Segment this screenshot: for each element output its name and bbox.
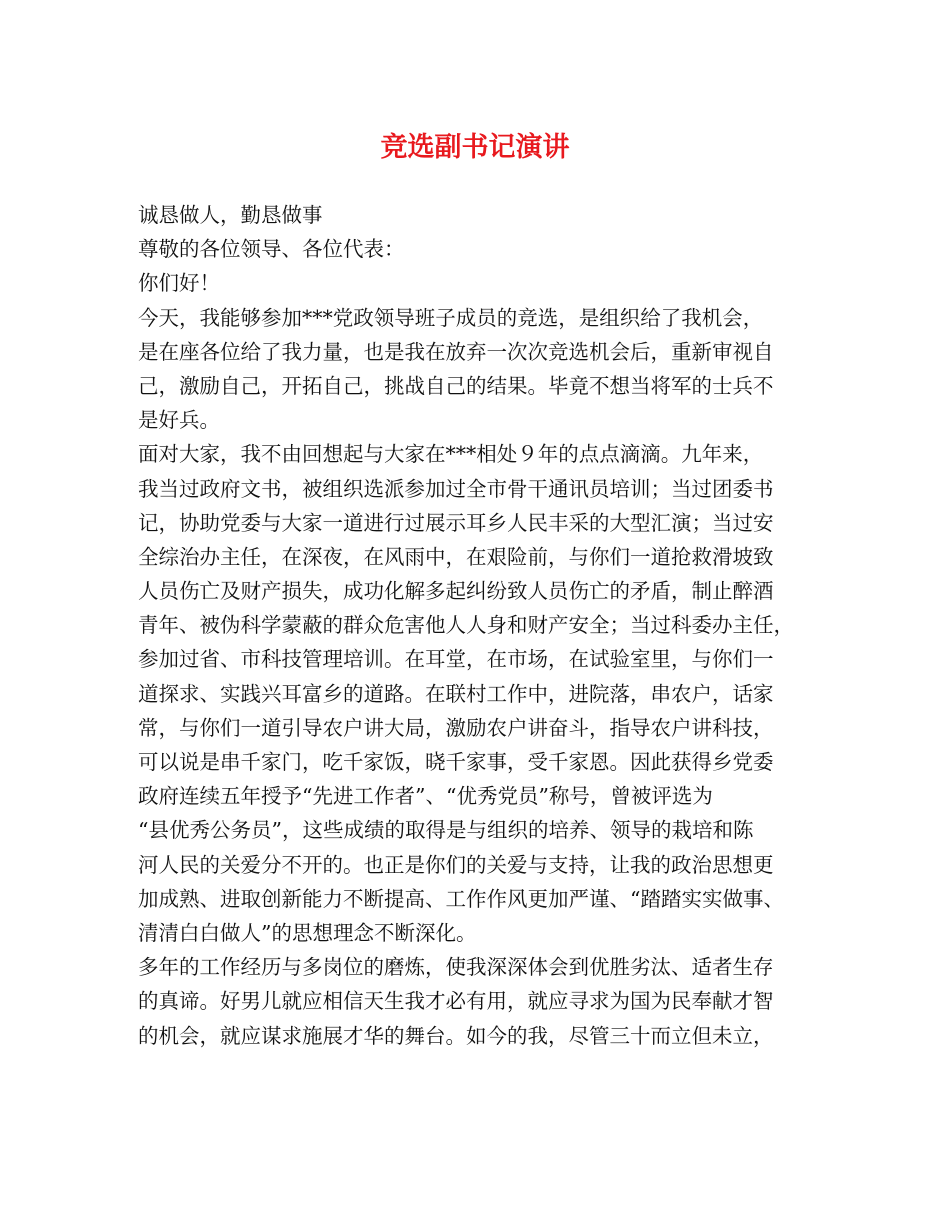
text-line: 可以说是串千家门，吃千家饭，晓千家事，受千家恩。因此获得乡党委	[138, 750, 774, 774]
text-line: 人员伤亡及财产损失，成功化解多起纠纷致人员伤亡的矛盾，制止醉酒	[138, 579, 774, 604]
text-line: 诚恳做人，勤恳做事	[138, 203, 323, 227]
text-line: 是在座各位给了我力量，也是我在放弃一次次竞选机会后，重新审视自	[138, 339, 774, 364]
text-line: 多年的工作经历与多岗位的磨炼，使我深深体会到优胜劣汰、适者生存	[138, 955, 774, 980]
text-line: 尊敬的各位领导、各位代表：	[138, 237, 405, 262]
text-line: “县优秀公务员”，这些成绩的取得是与组织的培养、领导的栽培和陈	[138, 818, 754, 843]
text-line: 己，激励自己，开拓自己，挑战自己的结果。毕竟不想当将军的士兵不	[138, 373, 774, 398]
text-line: 参加过省、市科技管理培训。在耳堂，在市场，在试验室里，与你们一	[138, 647, 774, 672]
document-title: 竞选副书记演讲	[380, 132, 570, 163]
text-line: 道探求、实践兴耳富乡的道路。在联村工作中，进院落，串农户，话家	[138, 681, 774, 706]
text-line: 记，协助党委与大家一道进行过展示耳乡人民丰采的大型汇演；当过安	[138, 510, 774, 535]
text-line: 政府连续五年授予“先进工作者”、“优秀党员”称号，曾被评选为	[138, 784, 713, 809]
text-line: 我当过政府文书，被组织选派参加过全市骨干通讯员培训；当过团委书	[138, 476, 774, 501]
text-line: 河人民的关爱分不开的。也正是你们的关爱与支持，让我的政治思想更	[138, 852, 774, 877]
text-line: 你们好！	[138, 271, 220, 296]
text-line: 面对大家，我不由回想起与大家在***相处９年的点点滴滴。九年来，	[138, 442, 764, 467]
text-line: 清清白白做人”的思想理念不断深化。	[138, 920, 477, 945]
text-line: 青年、被伪科学蒙蔽的群众危害他人人身和财产安全；当过科委办主任，	[138, 613, 794, 638]
text-line: 的真谛。好男儿就应相信天生我才必有用，就应寻求为国为民奉献才智	[138, 989, 774, 1014]
text-line: 加成熟、进取创新能力不断提高、工作作风更加严谨、“踏踏实实做事、	[138, 886, 784, 911]
document-body	[138, 198, 826, 1053]
text-line: 是好兵。	[138, 408, 220, 433]
text-line: 全综治办主任，在深夜，在风雨中，在艰险前，与你们一道抢救滑坡致	[138, 544, 774, 569]
text-line: 的机会，就应谋求施展才华的舞台。如今的我，尽管三十而立但未立，	[138, 1023, 774, 1048]
text-line: 常，与你们一道引导农户讲大局，激励农户讲奋斗，指导农户讲科技，	[138, 715, 774, 740]
text-line: 今天，我能够参加***党政领导班子成员的竞选，是组织给了我机会，	[138, 305, 764, 330]
